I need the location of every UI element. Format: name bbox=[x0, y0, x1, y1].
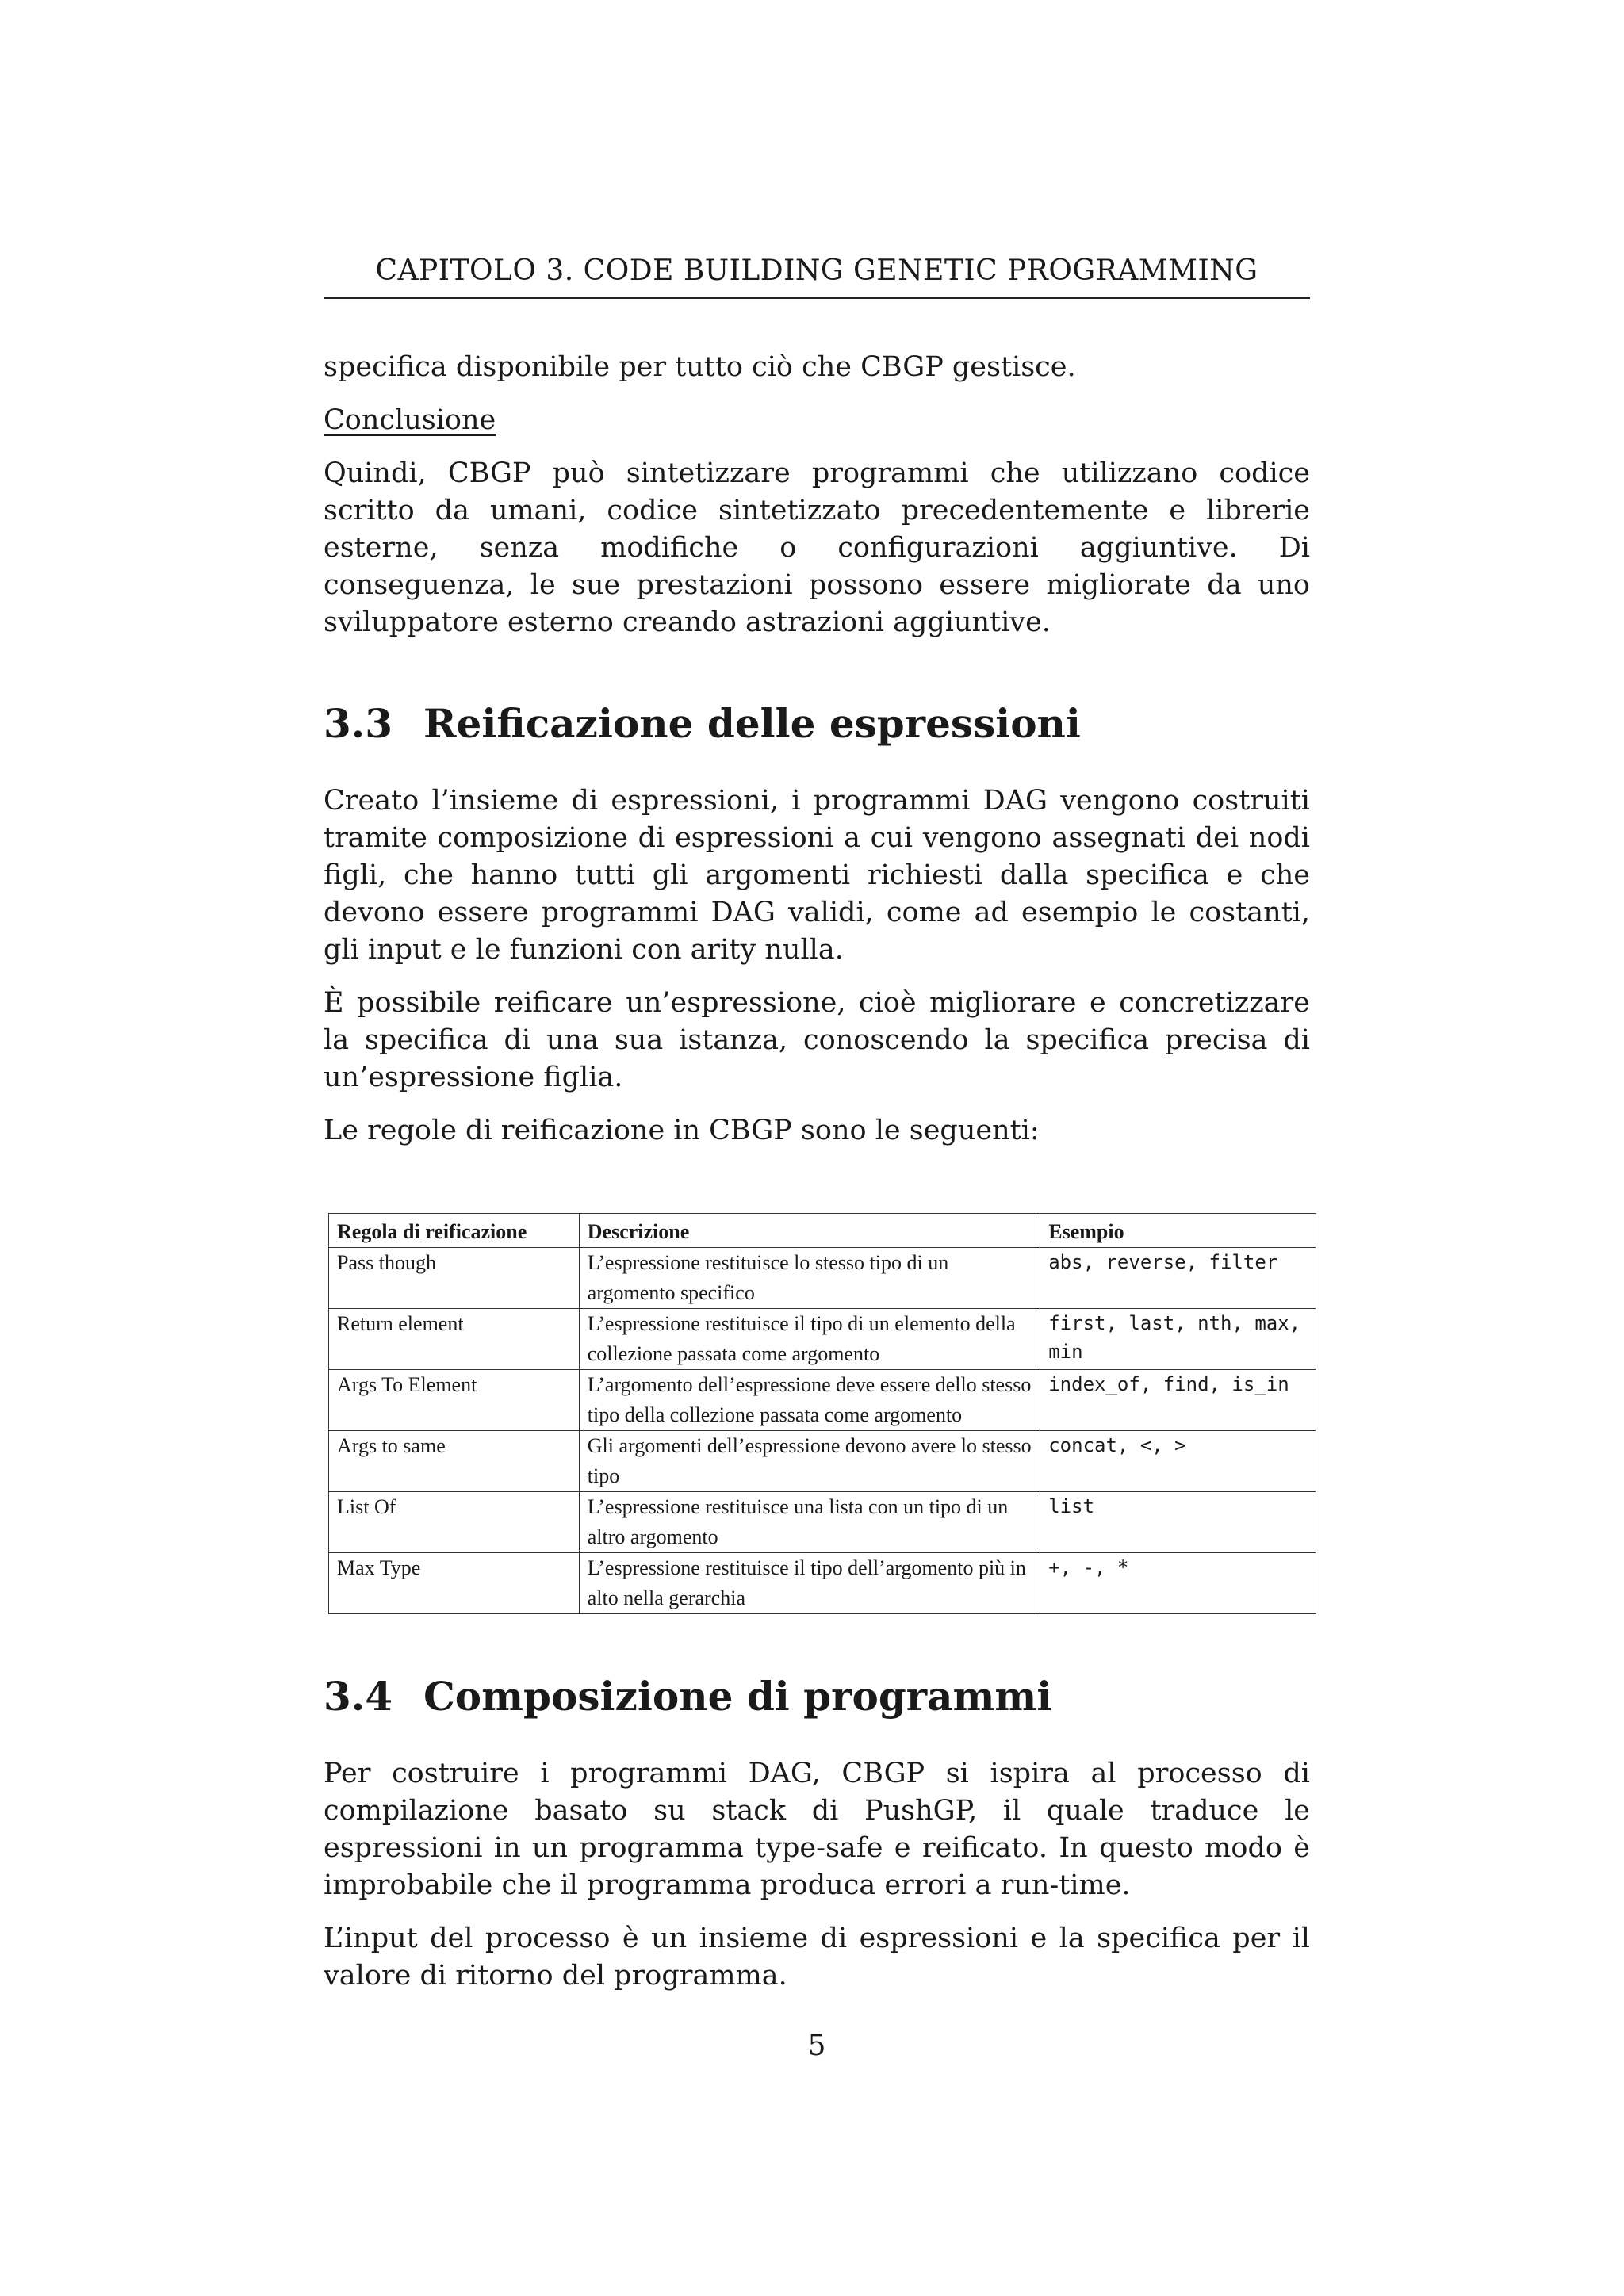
example-cell: +, -, * bbox=[1040, 1553, 1316, 1614]
description-cell: Gli argomenti dell’espressione devono avere lo stesso tipo bbox=[579, 1431, 1040, 1492]
section-3-3-paragraph-3: Le regole di reificazione in CBGP sono le seguenti: bbox=[324, 1115, 1040, 1146]
intro-paragraph: specifica disponibile per tutto ciò che CBGP gestisce. bbox=[324, 351, 1076, 383]
document-page bbox=[324, 0, 1310, 2296]
table-row bbox=[329, 1431, 1316, 1492]
example-cell: concat, <, > bbox=[1040, 1431, 1316, 1492]
table-row bbox=[329, 1309, 1316, 1370]
rule-cell: Return element bbox=[329, 1309, 580, 1370]
section-title: Reificazione delle espressioni bbox=[423, 700, 1081, 747]
rule-cell: List Of bbox=[329, 1492, 580, 1553]
rule-cell: Args To Element bbox=[329, 1370, 580, 1431]
example-cell: first, last, nth, max, min bbox=[1040, 1309, 1316, 1370]
conclusion-label: Conclusione bbox=[324, 404, 496, 436]
table-row bbox=[329, 1370, 1316, 1431]
rule-cell: Args to same bbox=[329, 1431, 580, 1492]
description-cell: L’espressione restituisce lo stesso tipo di un argomento specifico bbox=[579, 1248, 1040, 1309]
column-header-rule: Regola di reificazione bbox=[329, 1214, 580, 1248]
page-content bbox=[324, 349, 1310, 2011]
section-number: 3.3 bbox=[324, 700, 393, 747]
example-cell: abs, reverse, filter bbox=[1040, 1248, 1316, 1309]
reification-rules-table bbox=[328, 1213, 1316, 1614]
section-3-4-paragraph-2: L’input del processo è un insieme di espressioni e la specifica per il valore di ritorno del programma. bbox=[324, 1923, 1310, 1992]
column-header-example: Esempio bbox=[1040, 1214, 1316, 1248]
description-cell: L’espressione restituisce il tipo dell’argomento più in alto nella gerarchia bbox=[579, 1553, 1040, 1614]
column-header-description: Descrizione bbox=[579, 1214, 1040, 1248]
table-row bbox=[329, 1248, 1316, 1309]
table-row bbox=[329, 1553, 1316, 1614]
table-row bbox=[329, 1492, 1316, 1553]
section-heading-3-4 bbox=[324, 1673, 1310, 1720]
description-cell: L’espressione restituisce una lista con un tipo di un altro argomento bbox=[579, 1492, 1040, 1553]
description-cell: L’argomento dell’espressione deve essere dello stesso tipo della collezione passata come argomento bbox=[579, 1370, 1040, 1431]
conclusion-paragraph: Quindi, CBGP può sintetizzare programmi che utilizzano codice scritto da umani, codice sintetizzato precedentemente e librerie esterne, senza modifiche o configurazioni aggiuntive. Di conseguenza, le sue prestazioni possono essere migliorate da uno sviluppatore esterno creando astrazioni aggiuntive. bbox=[324, 457, 1310, 638]
description-cell: L’espressione restituisce il tipo di un elemento della collezione passata come argomento bbox=[579, 1309, 1040, 1370]
section-3-4-paragraph-1: Per costruire i programmi DAG, CBGP si ispira al processo di compilazione basato su stack di PushGP, il quale traduce le espressioni in un programma type-safe e reificato. In questo modo è improbabile che il programma produca errori a run-time. bbox=[324, 1758, 1310, 1901]
section-number: 3.4 bbox=[324, 1673, 393, 1720]
running-header: CAPITOLO 3. CODE BUILDING GENETIC PROGRAMMING bbox=[324, 254, 1310, 299]
example-cell: list bbox=[1040, 1492, 1316, 1553]
reification-rules-table-container bbox=[328, 1213, 1316, 1614]
table-header-row bbox=[329, 1214, 1316, 1248]
section-3-3-paragraph-1: Creato l’insieme di espressioni, i programmi DAG vengono costruiti tramite composizione di espressioni a cui vengono assegnati dei nodi figli, che hanno tutti gli argomenti richiesti dalla specifica e che devono essere programmi DAG validi, come ad esempio le costanti, gli input e le funzioni con arity nulla. bbox=[324, 785, 1310, 966]
section-3-3-paragraph-2: È possibile reificare un’espressione, cioè migliorare e concretizzare la specifica di una sua istanza, conoscendo la specifica precisa di un’espressione figlia. bbox=[324, 987, 1310, 1093]
page-number: 5 bbox=[807, 2030, 826, 2062]
section-heading-3-3 bbox=[324, 700, 1310, 748]
rule-cell: Pass though bbox=[329, 1248, 580, 1309]
rule-cell: Max Type bbox=[329, 1553, 580, 1614]
example-cell: index_of, find, is_in bbox=[1040, 1370, 1316, 1431]
section-title: Composizione di programmi bbox=[423, 1673, 1052, 1720]
